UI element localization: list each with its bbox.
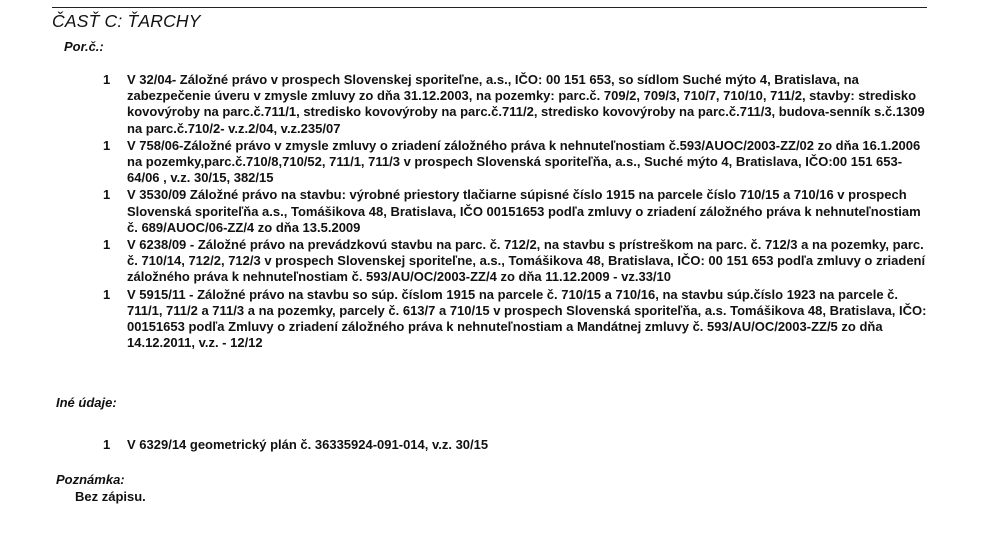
entry-text: V 6329/14 geometrický plán č. 36335924-091-014, v.z. 30/15 bbox=[127, 437, 489, 452]
list-item bbox=[0, 72, 995, 138]
section-title: ČASŤ C: ŤARCHY bbox=[52, 11, 201, 31]
entry-text: V 6238/09 - Záložné právo na prevádzkovú stavbu na parc. č. 712/2, na stavbu s prístreškom na parc. č. 712/3 a na pozemky, parc. č. 710/14, 712/2, 712/3 v prospech Slovenskej sporiteľne, a.s., Tomášikova 48, Bratislava, IČO: 00 151 653 podľa zmluvy o zriadení záložného práva k nehnuteľnostiam č. 593/AU/OC/2003-ZZ/4 zo dňa 11.12.2009 - vz.33/10 bbox=[127, 237, 926, 285]
list-item bbox=[0, 237, 995, 287]
note-text: Bez zápisu. bbox=[75, 489, 146, 504]
other-data-label: Iné údaje: bbox=[56, 395, 117, 410]
entry-number: 1 bbox=[103, 437, 111, 452]
entry-number: 1 bbox=[103, 72, 111, 87]
encumbrance-list bbox=[0, 72, 995, 352]
note-label: Poznámka: bbox=[56, 472, 125, 487]
por-label: Por.č.: bbox=[64, 39, 104, 54]
other-data-item bbox=[0, 437, 995, 454]
list-item bbox=[0, 187, 995, 237]
entry-number: 1 bbox=[103, 237, 111, 253]
entry-text: V 758/06-Záložné právo v zmysle zmluvy o zriadení záložného práva k nehnuteľnostiam č.593/AUOC/2003-ZZ/02 zo dňa 16.1.2006 na pozemky,parc.č.710/8,710/52, 711/1, 711/3 v prospech Slovenská sporiteľňa, a.s., Suché mýto 4, Bratislava, IČO:00 151 653- 64/06 , v.z. 30/15, 382/15 bbox=[127, 137, 921, 186]
entry-text: V 5915/11 - Záložné právo na stavbu so súp. číslom 1915 na parcele č. 710/15 a 710/16, na stavbu súp.číslo 1923 na parcele č. 711/1, 711/2 a 711/3 a na pozemky, parcely č. 613/7 a 710/15 v prospech Slovenská sporiteľňa, a.s. Tomášikova 48, Bratislava, IČO: 00151653 podľa Zmluvy o zriadení záložného práva k nehnuteľnostiam a Mandátnej zmluvy č. 593/AU/OC/2003-ZZ/5 zo dňa 14.12.2011, v.z. - 12/12 bbox=[127, 286, 927, 351]
top-divider bbox=[52, 7, 927, 8]
list-item bbox=[0, 287, 995, 353]
entry-text: V 3530/09 Záložné právo na stavbu: výrobné priestory tlačiarne súpisné číslo 1915 na parcele číslo 710/15 a 710/16 v prospech Slovenská sporiteľňa a.s., Tomášikova 48, Bratislava, IČO 00151653 podľa zmluvy o zriadení záložného práva k nehnuteľnostiam č. 689/AUOC/06-ZZ/4 zo dňa 13.5.2009 bbox=[127, 187, 921, 235]
entry-number: 1 bbox=[103, 137, 111, 153]
entry-number: 1 bbox=[103, 187, 111, 203]
entry-text: V 32/04- Záložné právo v prospech Slovenskej sporiteľne, a.s., IČO: 00 151 653, so sídlom Suché mýto 4, Bratislava, na zabezpečenie úveru v zmysle zmluvy zo dňa 31.12.2003, na pozemky: parc.č. 709/2, 709/3, 710/7, 710/10, 711/2, stavby: stredisko kovovýroby na parc.č.711/1, stredisko kovovýroby na parc.č.711/2, stredisko kovovýroby na parc.č.711/3, budova-senník s.č.1309 na parc.č.710/2- v.z.2/04, v.z.235/07 bbox=[127, 72, 925, 136]
entry-number: 1 bbox=[103, 286, 111, 302]
list-item bbox=[0, 138, 995, 188]
